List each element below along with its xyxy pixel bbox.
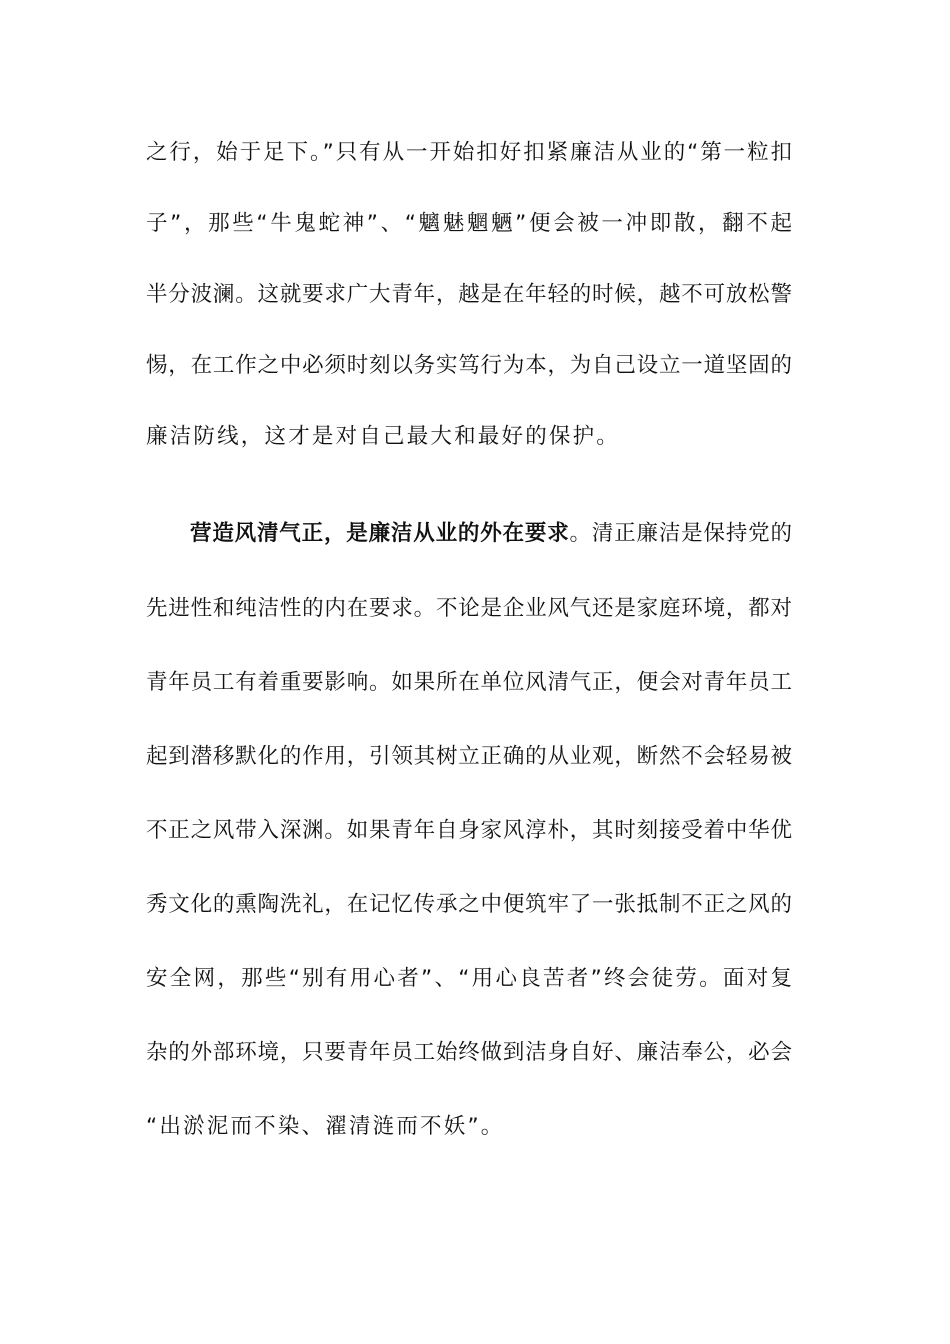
paragraph-2-line-7: 安全网，那些“别有用心者”、“用心良苦者”终会徒劳。面对复 [146,966,792,991]
paragraph-2-line-6: 秀文化的熏陶洗礼，在记忆传承之中便筑牢了一张抵制不正之风的 [146,892,792,917]
paragraph-1-line-2: 子”，那些“牛鬼蛇神”、“魑魅魍魉”便会被一冲即散，翻不起 [146,211,792,236]
paragraph-2-line-2: 先进性和纯洁性的内在要求。不论是企业风气还是家庭环境，都对 [146,596,792,621]
paragraph-2-line-8: 杂的外部环境，只要青年员工始终做到洁身自好、廉洁奉公，必会 [146,1040,792,1065]
paragraph-1-line-5: 廉洁防线，这才是对自己最大和最好的保护。 [146,424,621,449]
paragraph-1-line-3: 半分波澜。这就要求广大青年，越是在年轻的时候，越不可放松警 [146,282,792,307]
paragraph-2-line-5: 不正之风带入深渊。如果青年自身家风淳朴，其时刻接受着中华优 [146,818,792,843]
paragraph-2-heading: 营造风清气正，是廉洁从业的外在要求 [190,521,570,546]
paragraph-2-line-1 [190,514,792,554]
paragraph-2-line-3: 青年员工有着重要影响。如果所在单位风清气正，便会对青年员工 [146,670,792,695]
paragraph-2-line-4: 起到潜移默化的作用，引领其树立正确的从业观，断然不会轻易被 [146,744,792,769]
paragraph-2-line-9: “出淤泥而不染、濯清涟而不妖”。 [146,1114,505,1139]
paragraph-2-line-1-rest: 。清正廉洁是保持党的 [569,521,792,546]
paragraph-1-line-1: 之行，始于足下。”只有从一开始扣好扣紧廉洁从业的“第一粒扣 [146,140,792,165]
paragraph-1-line-4: 惕，在工作之中必须时刻以务实笃行为本，为自己设立一道坚固的 [146,353,792,378]
